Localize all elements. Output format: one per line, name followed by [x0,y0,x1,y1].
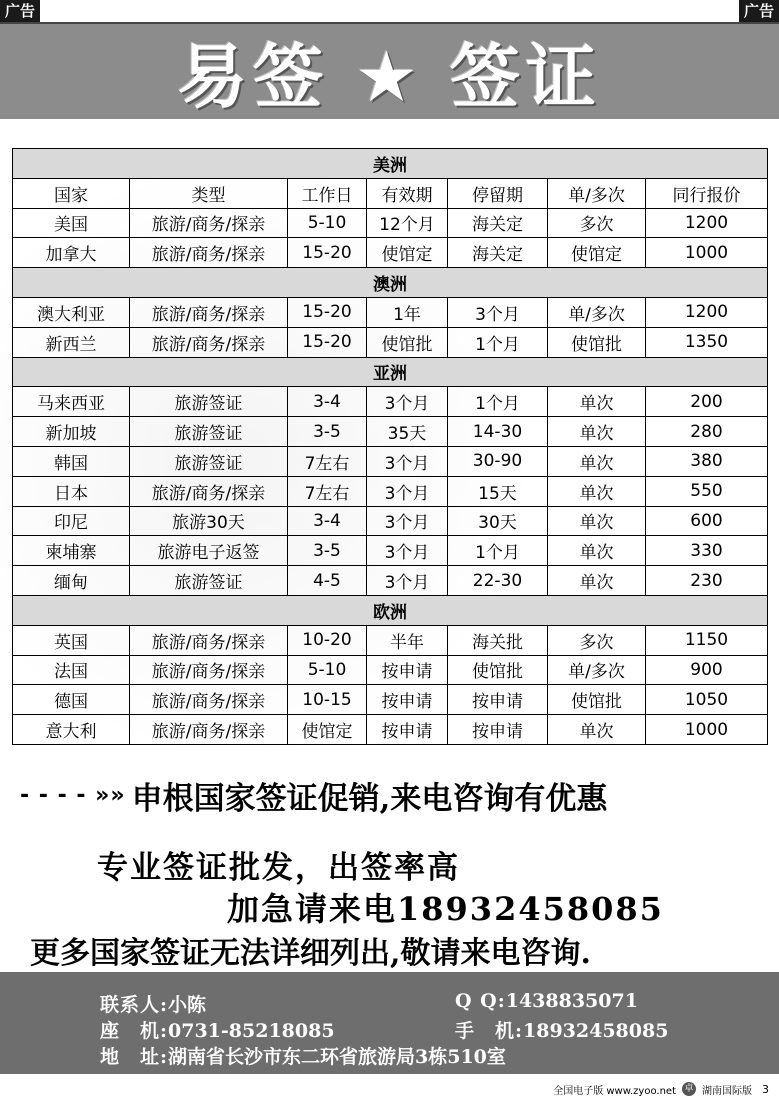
table-row [13,208,768,238]
table-cell: 意大利 [13,715,130,745]
table-cell: 半年 [367,625,448,655]
contact-address-label: 地 址: [100,1046,169,1068]
table-cell: 单次 [548,446,646,476]
table-cell: 1年 [367,297,448,327]
table-row [13,387,768,417]
table-cell: 海关批 [448,625,548,655]
table-cell: 使馆批 [448,655,548,685]
table-cell: 1350 [646,327,768,357]
region-row [13,268,768,298]
table-cell: 5-10 [288,655,367,685]
table-cell: 旅游/商务/探亲 [130,238,288,268]
table-cell: 1个月 [448,327,548,357]
column-header: 工作日 [288,178,367,208]
table-cell: 3个月 [367,536,448,566]
table-cell: 加拿大 [13,238,130,268]
table-cell: 澳大利亚 [13,297,130,327]
contact-mobile [455,1016,668,1043]
table-cell: 7左右 [288,476,367,506]
table-cell: 日本 [13,476,130,506]
region-row [13,357,768,387]
table-cell: 旅游签证 [130,387,288,417]
table-cell: 德国 [13,685,130,715]
column-header: 有效期 [367,178,448,208]
table-cell: 按申请 [448,715,548,745]
contact-landline-label: 座 机: [100,1020,169,1042]
contact-qq-value: 1438835071 [505,990,638,1012]
promo-text: 申根国家签证促销,来电咨询有优惠 [131,780,608,817]
table-cell: 单次 [548,506,646,536]
table-cell: 230 [646,566,768,596]
table-cell: 缅甸 [13,566,130,596]
table-cell: 3个月 [367,387,448,417]
table-cell: 1200 [646,208,768,238]
table-cell: 使馆定 [548,238,646,268]
contact-mobile-value: 18932458085 [523,1020,669,1042]
table-cell: 按申请 [367,715,448,745]
publisher-logo-icon: 卓 [682,1082,696,1096]
table-cell: 3-4 [288,387,367,417]
table-cell: 380 [646,446,768,476]
table-cell: 1000 [646,238,768,268]
arrow-icon: - - - - »» [20,782,126,808]
table-cell: 按申请 [367,685,448,715]
table-row [13,655,768,685]
slogan-urgent-phone: 加急请来电18932458085 [227,890,664,928]
table-cell: 单次 [548,417,646,447]
table-cell: 单次 [548,566,646,596]
table-row [13,715,768,745]
table-cell: 按申请 [367,655,448,685]
table-cell: 1150 [646,625,768,655]
contact-person [100,990,206,1017]
table-row [13,417,768,447]
contact-qq-label: Q Q: [455,990,506,1012]
contact-person-label: 联系人: [100,994,169,1016]
table-cell: 美国 [13,208,130,238]
table-cell: 海关定 [448,208,548,238]
schengen-promo [20,775,770,815]
table-cell: 5-10 [288,208,367,238]
header-title-right: 签证 [449,36,602,118]
contact-address-value: 湖南省长沙市东二环省旅游局3栋510室 [168,1046,506,1068]
table-cell: 印尼 [13,506,130,536]
table-cell: 3个月 [367,446,448,476]
table-cell: 1200 [646,297,768,327]
table-cell: 7左右 [288,446,367,476]
slogan-wholesale: 专业签证批发，出签率高 [97,850,460,886]
header-title-left: 易签 [177,36,330,118]
header-title [177,21,602,122]
table-cell: 柬埔寨 [13,536,130,566]
table-cell: 3个月 [448,297,548,327]
table-cell: 马来西亚 [13,387,130,417]
table-cell: 单/多次 [548,297,646,327]
table-row [13,506,768,536]
table-cell: 旅游/商务/探亲 [130,476,288,506]
region-label: 美洲 [13,149,768,179]
table-cell: 旅游签证 [130,566,288,596]
table-cell: 单次 [548,476,646,506]
table-cell: 法国 [13,655,130,685]
table-cell: 35天 [367,417,448,447]
table-cell: 3-4 [288,506,367,536]
contact-landline [100,1016,335,1043]
table-cell: 旅游30天 [130,506,288,536]
table-cell: 600 [646,506,768,536]
credit-site: 全国电子版 www.zyoo.net [553,1085,676,1097]
slogan-more-countries: 更多国家签证无法详细列出,敬请来电咨询. [30,936,591,971]
table-row [13,566,768,596]
table-cell: 使馆定 [367,238,448,268]
table-cell: 15天 [448,476,548,506]
table-row [13,625,768,655]
region-label: 欧洲 [13,595,768,625]
table-cell: 3-5 [288,536,367,566]
table-cell: 按申请 [448,685,548,715]
table-row [13,327,768,357]
table-cell: 使馆批 [367,327,448,357]
star-icon: ★ [355,36,424,118]
table-cell: 3个月 [367,506,448,536]
table-cell: 多次 [548,208,646,238]
table-cell: 30-90 [448,446,548,476]
column-header: 国家 [13,178,130,208]
table-cell: 多次 [548,625,646,655]
table-cell: 1个月 [448,387,548,417]
table-cell: 单/多次 [548,655,646,685]
table-cell: 550 [646,476,768,506]
table-cell: 14-30 [448,417,548,447]
table-cell: 280 [646,417,768,447]
table-cell: 英国 [13,625,130,655]
table-cell: 30天 [448,506,548,536]
column-header: 停留期 [448,178,548,208]
page-number: 3 [762,1082,769,1096]
table-cell: 3个月 [367,476,448,506]
contact-footer [0,972,779,1074]
column-header: 同行报价 [646,178,768,208]
table-cell: 15-20 [288,327,367,357]
contact-address [100,1042,506,1069]
table-row [13,476,768,506]
table-cell: 旅游/商务/探亲 [130,297,288,327]
region-row [13,149,768,179]
table-cell: 15-20 [288,238,367,268]
contact-landline-value: 0731-85218085 [168,1020,335,1042]
table-header-row [13,178,768,208]
table-cell: 单次 [548,715,646,745]
region-label: 亚洲 [13,357,768,387]
table-row [13,685,768,715]
table-cell: 旅游签证 [130,417,288,447]
ad-label-left: 广告 [0,0,40,22]
table-cell: 使馆定 [288,715,367,745]
table-cell: 单次 [548,387,646,417]
table-cell: 旅游/商务/探亲 [130,655,288,685]
table-cell: 海关定 [448,238,548,268]
table-cell: 900 [646,655,768,685]
table-cell: 旅游/商务/探亲 [130,208,288,238]
table-row [13,238,768,268]
table-cell: 旅游/商务/探亲 [130,715,288,745]
table-cell: 3个月 [367,566,448,596]
ad-label-right: 广告 [739,0,779,22]
region-row [13,595,768,625]
table-row [13,446,768,476]
table-cell: 22-30 [448,566,548,596]
table-cell: 使馆批 [548,327,646,357]
table-cell: 200 [646,387,768,417]
table-cell: 15-20 [288,297,367,327]
credit-edition: 湖南国际版 [702,1085,752,1097]
table-cell: 韩国 [13,446,130,476]
table-cell: 330 [646,536,768,566]
table-cell: 1050 [646,685,768,715]
table-cell: 旅游/商务/探亲 [130,685,288,715]
table-cell: 3-5 [288,417,367,447]
contact-mobile-label: 手 机: [455,1020,524,1042]
table-cell: 旅游签证 [130,446,288,476]
table-cell: 12个月 [367,208,448,238]
table-cell: 旅游/商务/探亲 [130,625,288,655]
header-banner [0,24,779,119]
table-row [13,297,768,327]
table-cell: 单次 [548,536,646,566]
table-cell: 1000 [646,715,768,745]
table-cell: 旅游/商务/探亲 [130,327,288,357]
table-cell: 旅游电子返签 [130,536,288,566]
visa-price-table [12,148,768,745]
column-header: 类型 [130,178,288,208]
contact-person-value: 小陈 [168,994,207,1016]
table-cell: 1个月 [448,536,548,566]
table-row [13,536,768,566]
publication-credit [553,1080,769,1098]
table-cell: 新加坡 [13,417,130,447]
contact-qq [455,990,638,1012]
table-cell: 10-20 [288,625,367,655]
table-cell: 新西兰 [13,327,130,357]
region-label: 澳洲 [13,268,768,298]
table-cell: 10-15 [288,685,367,715]
column-header: 单/多次 [548,178,646,208]
table-cell: 4-5 [288,566,367,596]
table-cell: 使馆批 [548,685,646,715]
